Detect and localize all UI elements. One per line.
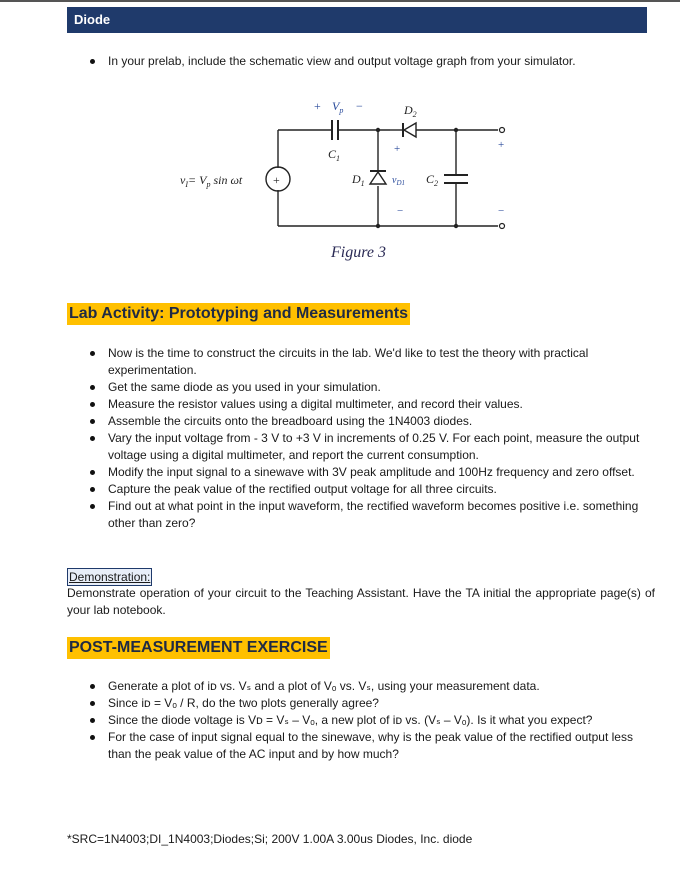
list-item: Vary the input voltage from - 3 V to +3 V in increments of 0.25 V. For each point, measure the output voltage using a digital multimeter, and report the current consumption. (88, 430, 648, 464)
d1-label: $D_1$ (352, 172, 365, 188)
post-measurement-list (88, 678, 648, 763)
list-item: Since the diode voltage is Vᴅ = Vₛ – Vₒ, a new plot of iᴅ vs. (Vₛ – Vₒ). Is it what you expect? (88, 712, 648, 729)
output-terminal-top (500, 128, 505, 133)
prelab-list (88, 53, 648, 70)
node-dot (454, 128, 458, 132)
list-item: Generate a plot of iᴅ vs. Vₛ and a plot of Vₒ vs. Vₛ, using your measurement data. (88, 678, 648, 695)
figure-caption: Figure 3 (331, 244, 386, 261)
demonstration-text: Demonstrate operation of your circuit to the Teaching Assistant. Have the TA initial the appropriate page(s) of your lab notebook. (67, 586, 655, 617)
output-terminal-bottom (500, 224, 505, 229)
source-plus: + (273, 173, 280, 187)
vd1-label: $v_{D1}$ (392, 175, 406, 187)
list-item: Now is the time to construct the circuits in the lab. We'd like to test the theory with practical experimentation. (88, 345, 648, 379)
list-item: For the case of input signal equal to the sinewave, why is the peak value of the rectified output less than the peak value of the AC input and by how much? (88, 729, 648, 763)
list-item: Assemble the circuits onto the breadboard using the 1N4003 diodes. (88, 413, 648, 430)
vp-plus: + (314, 99, 321, 113)
d2-plus: + (394, 143, 401, 155)
list-item: Find out at what point in the input waveform, the rectified waveform becomes positive i.e. something other than zero? (88, 498, 648, 532)
vp-label: $V_p$ (332, 99, 344, 115)
list-item: Since iᴅ = Vₒ / R, do the two plots generally agree? (88, 695, 648, 712)
list-item: Get the same diode as you used in your simulation. (88, 379, 648, 396)
node-dot (376, 224, 380, 228)
top-rule (0, 0, 680, 2)
d2-label: $D_2$ (404, 103, 417, 119)
footer-note: *SRC=1N4003;DI_1N4003;Diodes;Si; 200V 1.00A 3.00us Diodes, Inc. diode (67, 832, 473, 846)
demonstration-label: Demonstration: (69, 570, 151, 584)
circuit-schematic (180, 90, 520, 240)
lab-activity-list (88, 345, 648, 532)
list-item: Measure the resistor values using a digital multimeter, and record their values. (88, 396, 648, 413)
d1-minus: − (397, 205, 404, 217)
node-dot (376, 128, 380, 132)
out-plus: + (498, 139, 505, 151)
c1-label: $C_1$ (328, 147, 341, 163)
list-item: Modify the input signal to a sinewave with 3V peak amplitude and 100Hz frequency and zero offset. (88, 464, 648, 481)
post-measurement-heading: POST-MEASUREMENT EXERCISE (67, 637, 330, 659)
lab-activity-heading: Lab Activity: Prototyping and Measurements (67, 303, 410, 325)
list-item: Capture the peak value of the rectified output voltage for all three circuits. (88, 481, 648, 498)
diode-d2 (404, 123, 416, 137)
source-equation: $v_I= V_p$ sin ωt (180, 173, 243, 189)
node-dot (454, 224, 458, 228)
list-item: In your prelab, include the schematic view and output voltage graph from your simulator. (88, 53, 648, 70)
vp-minus: − (356, 99, 363, 113)
diode-d1 (370, 172, 386, 184)
section-header: Diode (67, 7, 647, 33)
out-minus: − (498, 205, 505, 217)
c2-label: $C_2$ (426, 172, 439, 188)
